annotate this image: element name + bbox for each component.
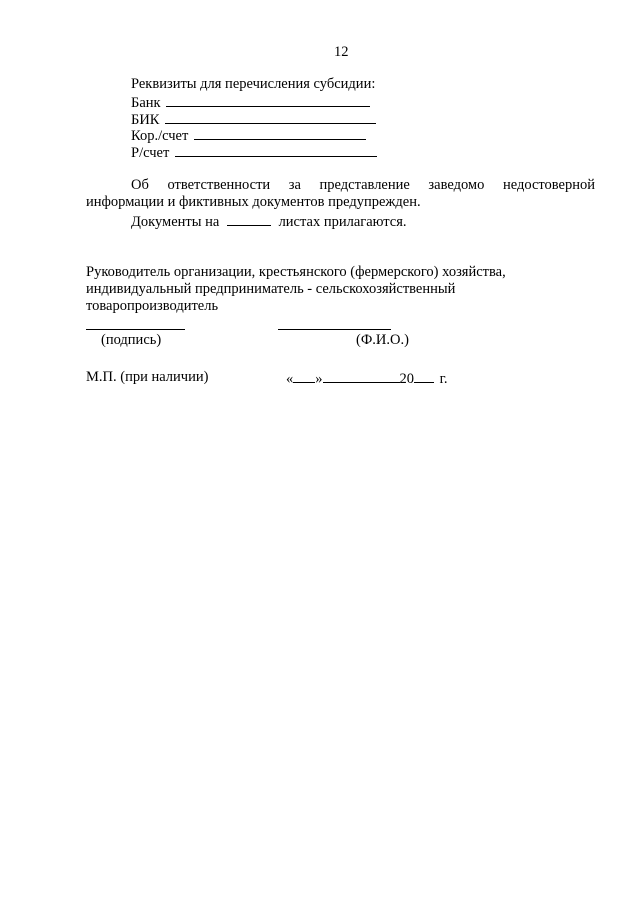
- responsibility-line-1: Об ответственности за представление заведомо недостоверной: [131, 177, 595, 193]
- month-field[interactable]: [323, 369, 400, 383]
- full-name-field[interactable]: [278, 328, 391, 330]
- signature-field[interactable]: [86, 328, 185, 330]
- signature-caption: (подпись): [101, 332, 162, 348]
- documents-row: [131, 212, 407, 231]
- bik-label: БИК: [131, 112, 160, 128]
- documents-suffix: листах прилагаются.: [278, 214, 407, 230]
- kor-account-label: Кор./счет: [131, 128, 189, 144]
- responsibility-line-2: информации и фиктивных документов предупрежден.: [86, 194, 421, 210]
- settlement-account-row: [131, 143, 377, 162]
- date-row: [286, 369, 448, 388]
- year-field[interactable]: [414, 369, 434, 383]
- year-suffix: г.: [439, 371, 448, 387]
- date-close-quote: »: [315, 371, 323, 387]
- kor-account-field[interactable]: [194, 126, 366, 140]
- bank-label: Банк: [131, 95, 161, 111]
- documents-count-field[interactable]: [227, 212, 271, 226]
- date-open-quote: «: [286, 371, 294, 387]
- stamp-label: М.П. (при наличии): [86, 369, 209, 385]
- signatory-line-3: товаропроизводитель: [86, 298, 219, 314]
- year-prefix: 20: [399, 371, 414, 387]
- signatory-line-1: Руководитель организации, крестьянского (фермерского) хозяйства,: [86, 264, 506, 280]
- settlement-account-label: Р/счет: [131, 145, 170, 161]
- bank-field[interactable]: [166, 93, 370, 107]
- requisites-heading: Реквизиты для перечисления субсидии:: [131, 76, 376, 92]
- page-number: 12: [334, 44, 349, 60]
- bik-field[interactable]: [165, 110, 376, 124]
- documents-prefix: Документы на: [131, 214, 220, 230]
- signatory-line-2: индивидуальный предприниматель - сельскохозяйственный: [86, 281, 456, 297]
- day-field[interactable]: [293, 369, 315, 383]
- full-name-caption: (Ф.И.О.): [356, 332, 409, 348]
- settlement-account-field[interactable]: [175, 143, 377, 157]
